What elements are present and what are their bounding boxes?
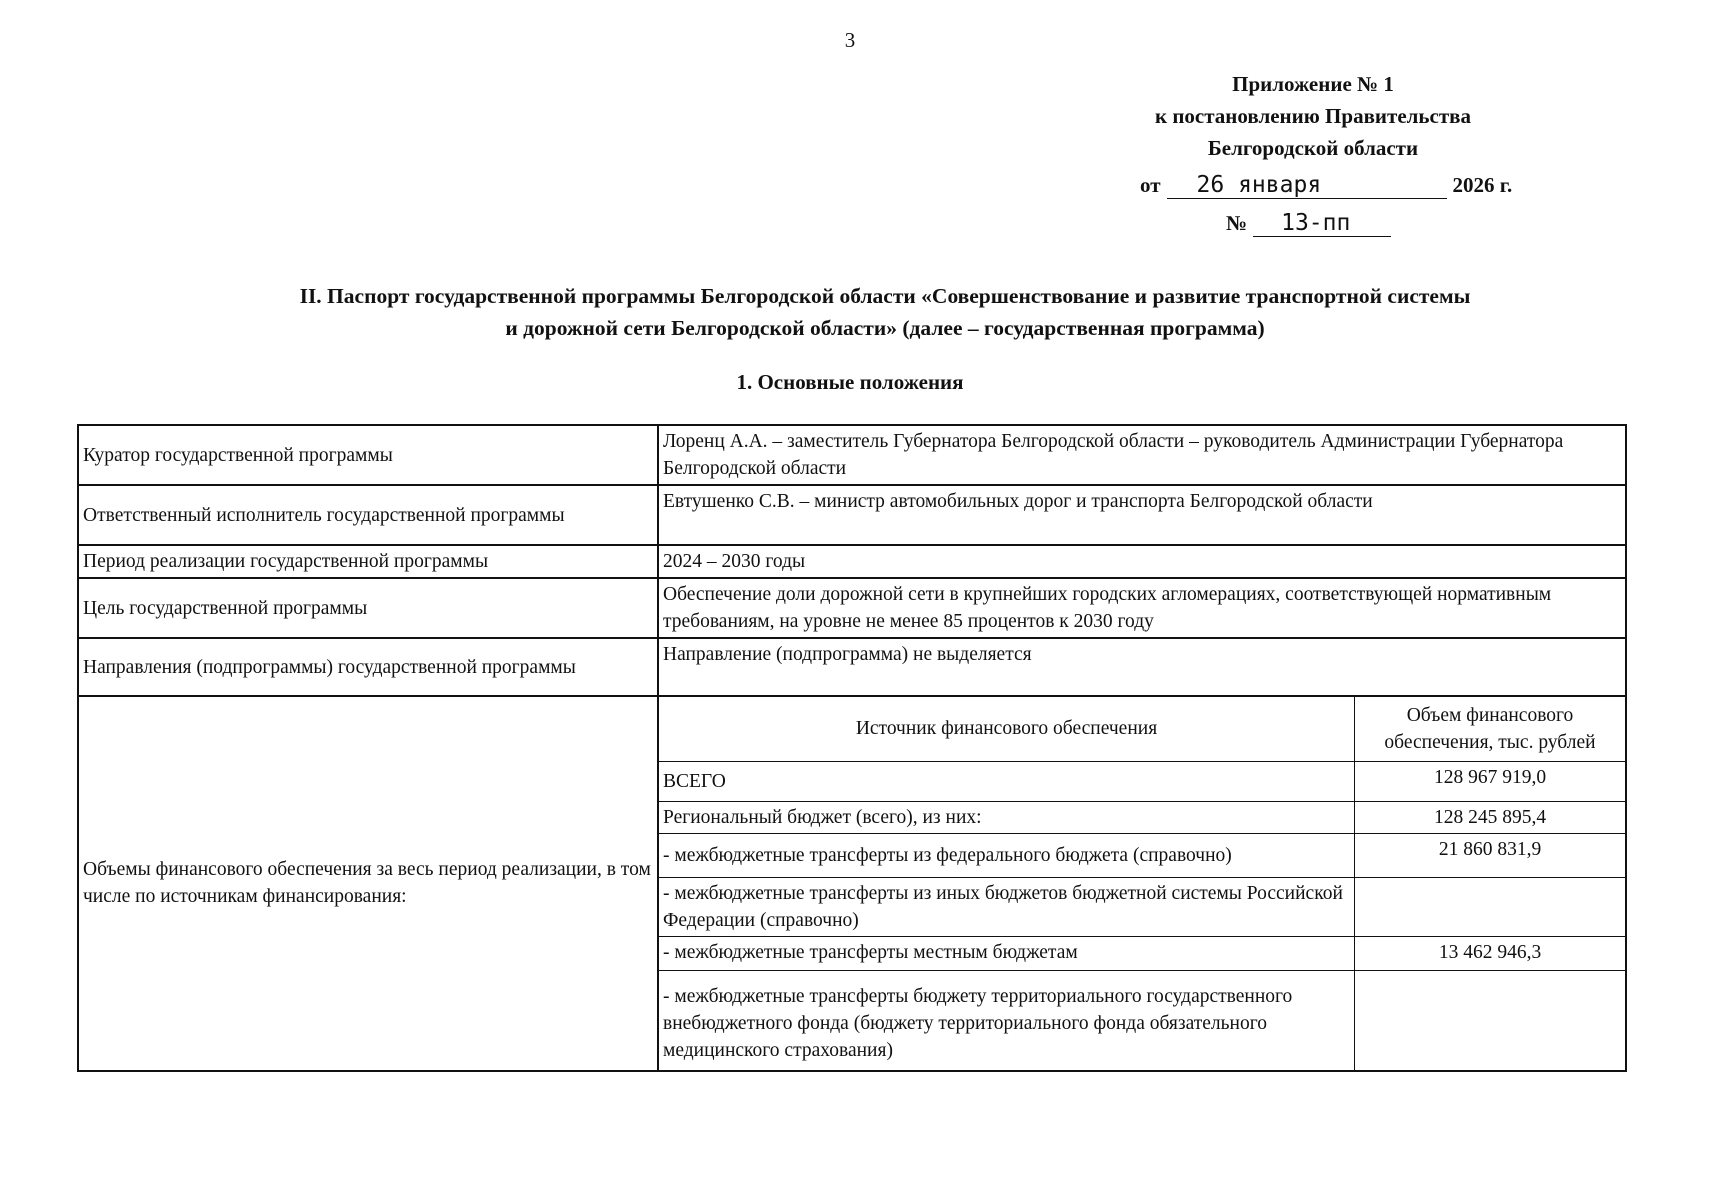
row-label: Куратор государственной программы [78,425,658,485]
financing-table [659,697,1625,1070]
amount-header: Объем финансового обеспечения, тыс. рублей [1355,697,1626,761]
row-value: Лоренц А.А. – заместитель Губернатора Белгородской области – руководитель Администрации Губернатора Белгородской области [658,425,1626,485]
row-value: Евтушенко С.В. – министр автомобильных дорог и транспорта Белгородской области [658,485,1626,545]
row-value: Направление (подпрограмма) не выделяется [658,638,1626,696]
number-prefix: № [1226,211,1248,235]
table-row [78,638,1626,696]
date-value: 26 января [1167,172,1447,199]
source-header: Источник финансового обеспечения [659,697,1355,761]
financing-source: - межбюджетные трансферты из иных бюджетов бюджетной системы Российской Федерации (справочно) [659,877,1355,936]
financing-item [659,761,1625,801]
financing-amount: 128 245 895,4 [1355,801,1626,833]
table-row [78,485,1626,545]
financing-row [78,696,1626,1071]
financing-item [659,877,1625,936]
table-row [78,425,1626,485]
row-label: Период реализации государственной программы [78,545,658,578]
row-label: Направления (подпрограммы) государственной программы [78,638,658,696]
financing-item [659,936,1625,970]
financing-label: Объемы финансового обеспечения за весь период реализации, в том числе по источникам финансирования: [78,696,658,1071]
date-suffix: 2026 г. [1452,173,1513,197]
resolution-number [1226,210,1391,237]
financing-source: - межбюджетные трансферты бюджету территориального государственного внебюджетного фонда (бюджету территориального фонда обязательного медицинского страхования) [659,970,1355,1070]
appendix-resolution: к постановлению Правительства [1154,104,1472,128]
financing-cell [658,696,1626,1071]
appendix-header [1078,68,1548,164]
row-label: Цель государственной программы [78,578,658,638]
financing-item [659,970,1625,1070]
financing-item [659,801,1625,833]
financing-source: ВСЕГО [659,761,1355,801]
title-line-1: II. Паспорт государственной программы Белгородской области «Совершенствование и развитие транспортной системы [299,284,1471,308]
appendix-title: Приложение № 1 [1232,72,1394,96]
number-value: 13-пп [1253,210,1391,237]
financing-header-row [659,697,1625,761]
section-heading: 1. Основные положения [736,370,964,394]
appendix-region: Белгородской области [1207,136,1419,160]
resolution-date [1140,172,1512,199]
document-title [180,280,1590,344]
financing-amount: 21 860 831,9 [1355,833,1626,877]
financing-amount [1355,970,1626,1070]
financing-source: - межбюджетные трансферты местным бюджетам [659,936,1355,970]
financing-item [659,833,1625,877]
passport-table [77,424,1627,1072]
financing-amount: 13 462 946,3 [1355,936,1626,970]
row-value: 2024 – 2030 годы [658,545,1626,578]
title-line-2: и дорожной сети Белгородской области» (далее – государственная программа) [505,316,1265,340]
table-row [78,545,1626,578]
row-value: Обеспечение доли дорожной сети в крупнейших городских агломерациях, соответствующей нормативным требованиям, на уровне не менее 85 процентов к 2030 году [658,578,1626,638]
financing-amount: 128 967 919,0 [1355,761,1626,801]
table-row [78,578,1626,638]
date-prefix: от [1140,173,1161,197]
page-number: 3 [844,28,856,52]
financing-source: Региональный бюджет (всего), из них: [659,801,1355,833]
financing-amount [1355,877,1626,936]
financing-source: - межбюджетные трансферты из федерального бюджета (справочно) [659,833,1355,877]
row-label: Ответственный исполнитель государственной программы [78,485,658,545]
